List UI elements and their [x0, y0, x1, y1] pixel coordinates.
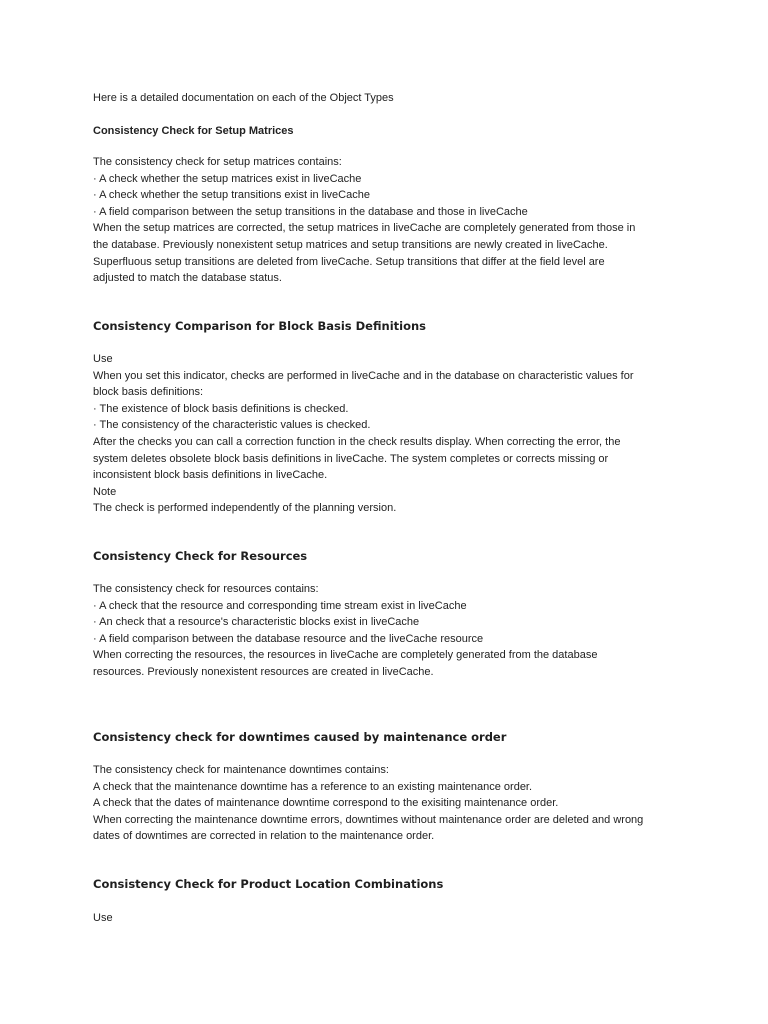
- paragraph-line: When you set this indicator, checks are performed in liveCache and in the database on characteristic values for: [93, 369, 634, 382]
- paragraph-line: The check is performed independently of the planning version.: [93, 502, 397, 515]
- bullet-line: · The consistency of the characteristic values is checked.: [93, 419, 371, 432]
- paragraph-line: A check that the maintenance downtime has a reference to an existing maintenance order.: [93, 780, 533, 793]
- paragraph-line: After the checks you can call a correction function in the check results display. When correcting the error, the: [93, 435, 621, 448]
- section-body-product-location: [93, 910, 693, 927]
- section-body-maintenance-downtimes: [93, 762, 693, 845]
- paragraph-line: The consistency check for maintenance downtimes contains:: [93, 764, 389, 776]
- section-title-resources: Consistency Check for Resources: [93, 549, 308, 563]
- paragraph-line: inconsistent block basis definitions in liveCache.: [93, 469, 328, 482]
- bullet-line: · An check that a resource's characteristic blocks exist in liveCache: [93, 616, 420, 629]
- bullet-line: · A check that the resource and corresponding time stream exist in liveCache: [93, 599, 467, 612]
- paragraph-line: resources. Previously nonexistent resources are created in liveCache.: [93, 665, 434, 678]
- paragraph-line: system deletes obsolete block basis definitions in liveCache. The system completes or corrects missing or: [93, 452, 609, 465]
- bullet-line: · A field comparison between the setup transitions in the database and those in liveCache: [93, 205, 528, 218]
- bullet-line: · A check whether the setup matrices exist in liveCache: [93, 172, 362, 185]
- section-body-resources: [93, 581, 693, 681]
- section-title-setup-matrices: Consistency Check for Setup Matrices: [93, 125, 294, 137]
- bullet-line: · A field comparison between the database resource and the liveCache resource: [93, 632, 484, 645]
- paragraph-line: Use: [93, 912, 113, 924]
- section-body-setup-matrices: [93, 154, 693, 287]
- bullet-line: · The existence of block basis definitions is checked.: [93, 402, 349, 415]
- paragraph-line: When correcting the resources, the resources in liveCache are completely generated from the database: [93, 649, 598, 662]
- section-title-maintenance-downtimes: Consistency check for downtimes caused by maintenance order: [93, 730, 507, 744]
- section-title-product-location: Consistency Check for Product Location Combinations: [93, 877, 444, 891]
- paragraph-line: Superfluous setup transitions are deleted from liveCache. Setup transitions that differ at the field level are: [93, 255, 605, 268]
- paragraph-line: adjusted to match the database status.: [93, 272, 282, 285]
- paragraph-line: When the setup matrices are corrected, the setup matrices in liveCache are completely generated from those in: [93, 222, 636, 235]
- section-body-block-basis: [93, 351, 693, 517]
- paragraph-line: The consistency check for setup matrices contains:: [93, 156, 342, 168]
- paragraph-line: dates of downtimes are corrected in relation to the maintenance order.: [93, 830, 435, 843]
- intro-text: Here is a detailed documentation on each of the Object Types: [93, 92, 394, 104]
- paragraph-line: Use: [93, 353, 113, 365]
- paragraph-line: block basis definitions:: [93, 386, 204, 399]
- paragraph-line: the database. Previously nonexistent setup matrices and setup transitions are newly created in liveCache.: [93, 238, 608, 251]
- bullet-line: · A check whether the setup transitions exist in liveCache: [93, 189, 370, 202]
- section-title-block-basis: Consistency Comparison for Block Basis Definitions: [93, 319, 427, 333]
- paragraph-line: When correcting the maintenance downtime errors, downtimes without maintenance order are deleted and wrong: [93, 813, 644, 826]
- paragraph-line: The consistency check for resources contains:: [93, 583, 319, 595]
- paragraph-line: Note: [93, 485, 117, 498]
- paragraph-line: A check that the dates of maintenance downtime correspond to the exisiting maintenance order.: [93, 797, 559, 810]
